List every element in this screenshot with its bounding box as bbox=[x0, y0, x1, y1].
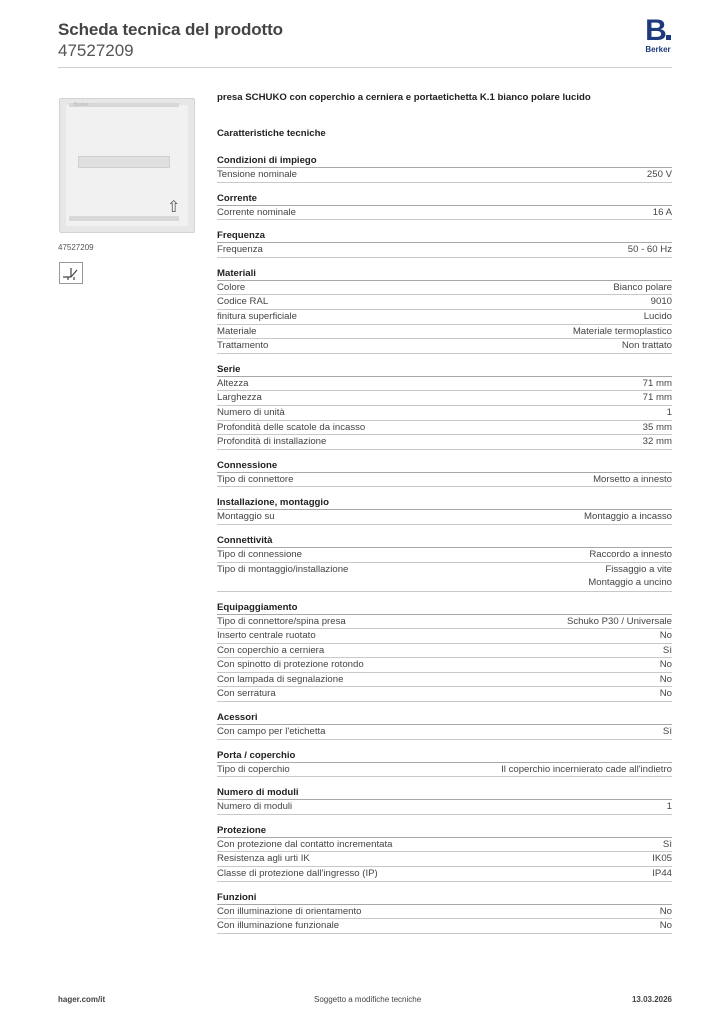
spec-value bbox=[573, 325, 672, 339]
section-title: Condizioni di impiego bbox=[217, 154, 672, 168]
characteristics-heading: Caratteristiche tecniche bbox=[217, 128, 326, 139]
spec-row bbox=[217, 800, 672, 815]
spec-row bbox=[217, 325, 672, 340]
spec-row bbox=[217, 243, 672, 258]
brand-mark-icon: B bbox=[641, 18, 675, 44]
spec-value bbox=[584, 510, 672, 524]
section-title: Serie bbox=[217, 363, 672, 377]
spec-row bbox=[217, 281, 672, 296]
spec-label: Tipo di coperchio bbox=[217, 763, 290, 775]
document-title: Scheda tecnica del prodotto bbox=[58, 20, 283, 39]
spec-label: finitura superficiale bbox=[217, 310, 297, 322]
spec-value-line: IK05 bbox=[652, 853, 672, 865]
spec-value-line: No bbox=[659, 905, 672, 917]
spec-value bbox=[622, 339, 672, 353]
spec-label: Con coperchio a cerniera bbox=[217, 644, 325, 656]
spec-value bbox=[652, 867, 672, 881]
spec-value bbox=[643, 421, 672, 435]
spec-row bbox=[217, 838, 672, 853]
spec-label: Numero di moduli bbox=[217, 801, 293, 813]
spec-value-line: 71 mm bbox=[642, 392, 672, 404]
spec-label: Frequenza bbox=[217, 244, 263, 256]
spec-value bbox=[667, 800, 672, 814]
wiring-symbol-icon bbox=[59, 262, 83, 284]
spec-label: Larghezza bbox=[217, 392, 262, 404]
section-title: Equipaggiamento bbox=[217, 601, 672, 615]
spec-section bbox=[217, 749, 672, 778]
section-title: Funzioni bbox=[217, 891, 672, 905]
spec-row bbox=[217, 658, 672, 673]
spec-section bbox=[217, 229, 672, 258]
spec-row bbox=[217, 406, 672, 421]
spec-value-line: No bbox=[659, 659, 672, 671]
spec-value bbox=[589, 548, 672, 562]
product-code: 47527209 bbox=[58, 41, 134, 60]
spec-label: Corrente nominale bbox=[217, 206, 296, 218]
spec-value-line: 71 mm bbox=[642, 377, 672, 389]
header-divider bbox=[58, 67, 672, 68]
spec-row bbox=[217, 905, 672, 920]
product-image bbox=[59, 98, 195, 233]
spec-label: Con illuminazione di orientamento bbox=[217, 905, 362, 917]
section-title: Protezione bbox=[217, 824, 672, 838]
spec-value bbox=[501, 763, 672, 777]
spec-label: Con protezione dal contatto incrementata bbox=[217, 838, 393, 850]
spec-value-line: No bbox=[659, 673, 672, 685]
spec-value-line: Bianco polare bbox=[613, 281, 672, 293]
spec-row bbox=[217, 510, 672, 525]
spec-row bbox=[217, 421, 672, 436]
spec-value-line: 50 - 60 Hz bbox=[627, 244, 672, 256]
spec-section bbox=[217, 154, 672, 183]
spec-section bbox=[217, 459, 672, 488]
spec-section bbox=[217, 786, 672, 815]
spec-row bbox=[217, 435, 672, 450]
spec-value bbox=[643, 435, 672, 449]
spec-value bbox=[651, 295, 672, 309]
spec-label: Tipo di connettore/spina presa bbox=[217, 615, 346, 627]
spec-value bbox=[663, 838, 672, 852]
spec-value bbox=[652, 852, 672, 866]
spec-label: Tipo di connessione bbox=[217, 548, 302, 560]
spec-label: Con campo per l'etichetta bbox=[217, 726, 326, 738]
spec-value-line: Fissaggio a vite bbox=[605, 563, 672, 575]
spec-label: Inserto centrale ruotato bbox=[217, 630, 316, 642]
spec-section bbox=[217, 891, 672, 934]
spec-label: Tipo di connettore bbox=[217, 473, 294, 485]
spec-value bbox=[644, 310, 672, 324]
section-title: Acessori bbox=[217, 711, 672, 725]
spec-sections bbox=[217, 154, 672, 934]
spec-value bbox=[588, 563, 672, 591]
section-title: Materiali bbox=[217, 267, 672, 281]
spec-value-line: 9010 bbox=[650, 296, 672, 308]
spec-row bbox=[217, 867, 672, 882]
spec-value-line: Sì bbox=[662, 644, 672, 656]
spec-value-line: 16 A bbox=[652, 206, 672, 218]
spec-value bbox=[643, 391, 672, 405]
spec-value bbox=[647, 168, 672, 182]
spec-value bbox=[593, 473, 672, 487]
spec-row bbox=[217, 339, 672, 354]
spec-value-line: No bbox=[659, 920, 672, 932]
spec-label: Tipo di montaggio/installazione bbox=[217, 563, 349, 575]
spec-row bbox=[217, 725, 672, 740]
spec-content bbox=[217, 92, 672, 934]
spec-value-line: IP44 bbox=[652, 868, 672, 880]
spec-row bbox=[217, 391, 672, 406]
spec-row bbox=[217, 629, 672, 644]
spec-label: Colore bbox=[217, 281, 246, 293]
spec-row bbox=[217, 310, 672, 325]
spec-value bbox=[660, 658, 672, 672]
spec-value bbox=[653, 206, 672, 220]
footer-date: 13.03.2026 bbox=[631, 995, 672, 1004]
spec-row bbox=[217, 295, 672, 310]
spec-value bbox=[613, 281, 672, 295]
spec-value bbox=[660, 629, 672, 643]
spec-value-line: Non trattato bbox=[621, 340, 672, 352]
image-caption: 47527209 bbox=[58, 243, 94, 252]
spec-row bbox=[217, 852, 672, 867]
spec-section bbox=[217, 711, 672, 740]
spec-label: Montaggio su bbox=[217, 511, 275, 523]
spec-row bbox=[217, 763, 672, 778]
spec-label: Profondità delle scatole da incasso bbox=[217, 421, 366, 433]
section-title: Installazione, montaggio bbox=[217, 496, 672, 510]
spec-value bbox=[663, 644, 672, 658]
brand-logo bbox=[641, 14, 675, 54]
spec-value-line: Lucido bbox=[643, 310, 672, 322]
spec-label: Con lampada di segnalazione bbox=[217, 673, 344, 685]
spec-value-line: 35 mm bbox=[642, 421, 672, 433]
spec-value-line: 1 bbox=[666, 801, 672, 813]
spec-value bbox=[660, 673, 672, 687]
spec-row bbox=[217, 206, 672, 221]
spec-value-line: 250 V bbox=[646, 169, 672, 180]
spec-value bbox=[663, 725, 672, 739]
spec-value bbox=[667, 406, 672, 420]
spec-row bbox=[217, 673, 672, 688]
spec-section bbox=[217, 824, 672, 882]
spec-label: Con serratura bbox=[217, 688, 276, 700]
spec-label: Con illuminazione funzionale bbox=[217, 920, 340, 932]
spec-row bbox=[217, 615, 672, 630]
section-title: Connessione bbox=[217, 459, 672, 473]
spec-value-line: Il coperchio incernierato cade all'indietro bbox=[501, 763, 672, 775]
brand-name: Berker bbox=[645, 45, 671, 54]
spec-value bbox=[660, 687, 672, 701]
label-holder bbox=[78, 156, 170, 168]
spec-row bbox=[217, 473, 672, 488]
spec-row bbox=[217, 687, 672, 702]
spec-section bbox=[217, 192, 672, 221]
spec-section bbox=[217, 601, 672, 703]
spec-value-line: No bbox=[659, 688, 672, 700]
lid-open-arrow-icon: ⇧ bbox=[167, 199, 181, 216]
spec-label: Classe di protezione dall'ingresso (IP) bbox=[217, 868, 378, 880]
spec-label: Profondità di installazione bbox=[217, 436, 327, 448]
spec-value-line: Raccordo a innesto bbox=[589, 548, 672, 560]
section-title: Corrente bbox=[217, 192, 672, 206]
spec-value bbox=[660, 905, 672, 919]
spec-section bbox=[217, 363, 672, 450]
section-title: Numero di moduli bbox=[217, 786, 672, 800]
spec-value-line: Materiale termoplastico bbox=[572, 325, 672, 337]
spec-label: Altezza bbox=[217, 377, 249, 389]
section-title: Porta / coperchio bbox=[217, 749, 672, 763]
spec-label: Tensione nominale bbox=[217, 169, 298, 180]
spec-row bbox=[217, 919, 672, 934]
socket-bottom-edge bbox=[69, 216, 179, 221]
spec-value-line: Schuko P30 / Universale bbox=[566, 615, 672, 627]
spec-section bbox=[217, 534, 672, 592]
spec-value-line: Montaggio a incasso bbox=[584, 511, 672, 523]
page-header bbox=[58, 20, 283, 61]
spec-row bbox=[217, 168, 672, 183]
section-title: Connettività bbox=[217, 534, 672, 548]
spec-value-line: 32 mm bbox=[642, 436, 672, 448]
spec-label: Materiale bbox=[217, 325, 257, 337]
spec-value-line: Sì bbox=[662, 838, 672, 850]
spec-label: Trattamento bbox=[217, 340, 269, 352]
footer-website: hager.com/it bbox=[58, 995, 106, 1004]
spec-row bbox=[217, 377, 672, 392]
product-title: presa SCHUKO con coperchio a cerniera e portaetichetta K.1 bianco polare lucido bbox=[217, 92, 591, 103]
spec-row bbox=[217, 644, 672, 659]
spec-section bbox=[217, 496, 672, 525]
spec-value-line: Montaggio a uncino bbox=[588, 576, 672, 588]
spec-value bbox=[643, 377, 672, 391]
socket-brand-label: Berker bbox=[74, 102, 89, 108]
spec-value-line: Sì bbox=[662, 726, 672, 738]
spec-label: Con spinotto di protezione rotondo bbox=[217, 659, 364, 671]
spec-label: Codice RAL bbox=[217, 296, 269, 308]
spec-value-line: Morsetto a innesto bbox=[593, 473, 672, 485]
spec-value bbox=[628, 243, 672, 257]
spec-label: Numero di unità bbox=[217, 406, 285, 418]
spec-row bbox=[217, 563, 672, 592]
spec-section bbox=[217, 267, 672, 354]
spec-value bbox=[660, 919, 672, 933]
section-title: Frequenza bbox=[217, 229, 672, 243]
spec-row bbox=[217, 548, 672, 563]
spec-label: Resistenza agli urti IK bbox=[217, 853, 310, 865]
spec-value bbox=[567, 615, 672, 629]
spec-value-line: 1 bbox=[666, 406, 672, 418]
footer-notice: Soggetto a modifiche tecniche bbox=[314, 995, 422, 1004]
spec-value-line: No bbox=[659, 630, 672, 642]
